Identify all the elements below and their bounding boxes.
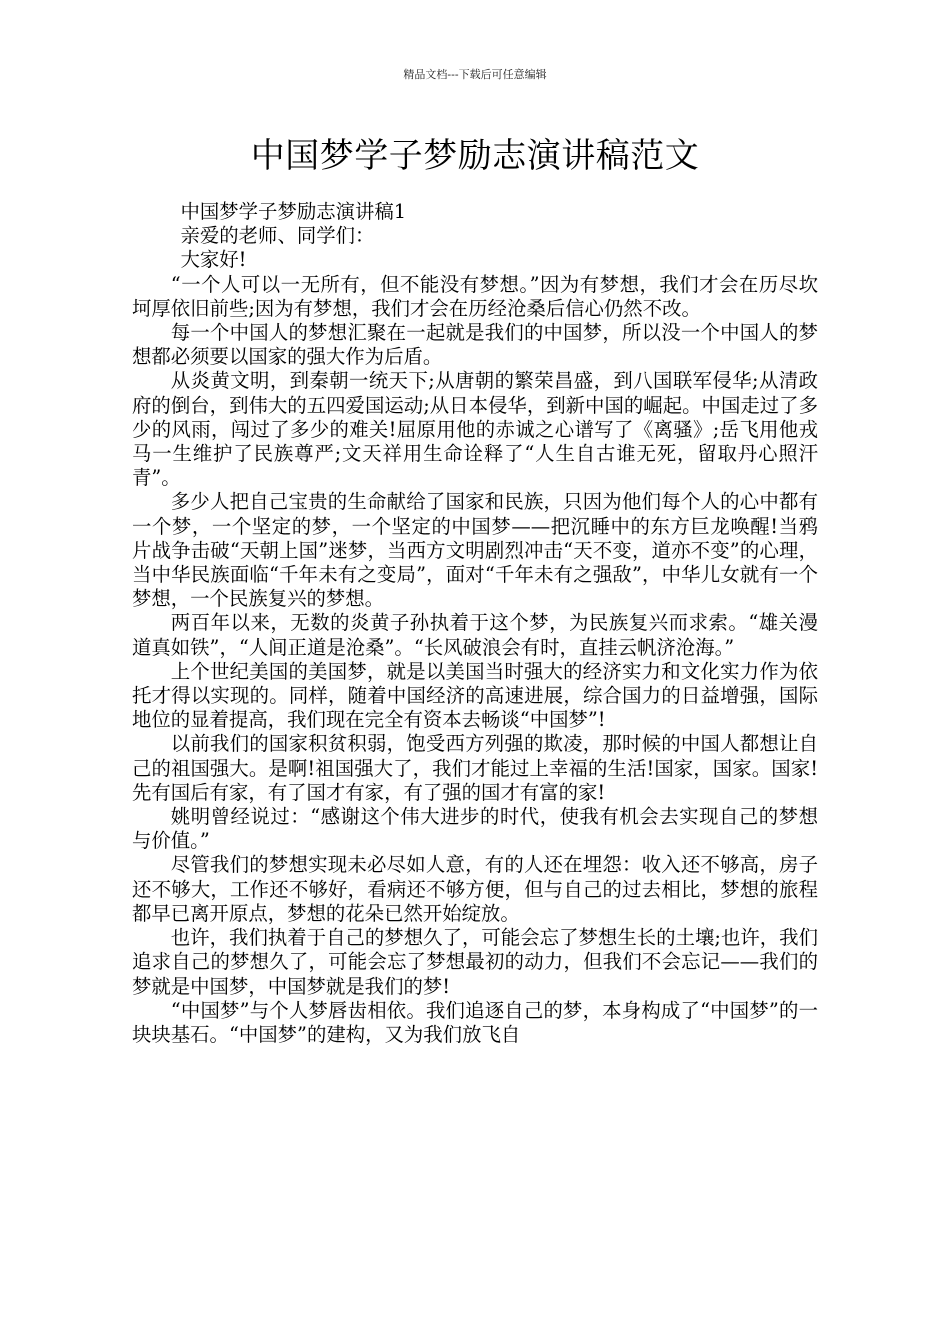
body-paragraph: 多少人把自己宝贵的生命献给了国家和民族，只因为他们每个人的心中都有一个梦，一个坚定的梦，一个坚定的中国梦——把沉睡中的东方巨龙唤醒!当鸦片战争击破“天朝上国”迷梦，当西方文明剧烈冲击“天不变，道亦不变”的心理，当中华民族面临“千年未有之变局”，面对“千年未有之强敌”，中华儿女就有一个梦想，一个民族复兴的梦想。 [132, 490, 818, 611]
body-paragraph: “中国梦”与个人梦唇齿相依。我们追逐自己的梦，本身构成了“中国梦”的一块块基石。“中国梦”的建构，又为我们放飞自 [132, 998, 818, 1046]
body-paragraph: 以前我们的国家积贫积弱，饱受西方列强的欺凌，那时候的中国人都想让自己的祖国强大。是啊!祖国强大了，我们才能过上幸福的生活!国家，国家。国家!先有国后有家，有了国才有家，有了强的国才有富的家! [132, 732, 818, 804]
greeting-paragraph: 大家好! [180, 248, 247, 272]
body-paragraph: 每一个中国人的梦想汇聚在一起就是我们的中国梦，所以没一个中国人的梦想都必须要以国家的强大作为后盾。 [132, 321, 818, 369]
body-paragraph: 姚明曾经说过：“感谢这个伟大进步的时代，使我有机会去实现自己的梦想与价值。” [132, 805, 818, 853]
body-paragraph: 两百年以来，无数的炎黄子孙执着于这个梦，为民族复兴而求索。“雄关漫道真如铁”，“人间正道是沧桑”。“长风破浪会有时，直挂云帆济沧海。” [132, 611, 818, 659]
document-body [132, 200, 818, 1047]
body-paragraph: 尽管我们的梦想实现未必尽如人意，有的人还在埋怨：收入还不够高，房子还不够大，工作还不够好，看病还不够方便，但与自己的过去相比，梦想的旅程都早已离开原点，梦想的花朵已然开始绽放。 [132, 853, 818, 925]
body-paragraph: 上个世纪美国的美国梦，就是以美国当时强大的经济实力和文化实力作为依托才得以实现的。同样，随着中国经济的高速进展，综合国力的日益增强，国际地位的显着提高，我们现在完全有资本去畅谈“中国梦”! [132, 659, 818, 732]
page-header-note: 精品文档---下载后可任意编辑 [403, 68, 547, 81]
body-paragraph: “一个人可以一无所有，但不能没有梦想。”因为有梦想，我们才会在历尽坎坷厚依旧前些;因为有梦想，我们才会在历经沧桑后信心仍然不改。 [132, 272, 818, 320]
salutation-paragraph: 亲爱的老师、同学们： [180, 224, 375, 248]
subtitle-paragraph: 中国梦学子梦励志演讲稿1 [180, 200, 407, 223]
body-paragraph: 从炎黄文明，到秦朝一统天下;从唐朝的繁荣昌盛，到八国联军侵华;从清政府的倒台，到伟大的五四爱国运动;从日本侵华，到新中国的崛起。中国走过了多少的风雨，闯过了多少的难关!屈原用他的赤诚之心谱写了《离骚》;岳飞用他戎马一生维护了民族尊严;文天祥用生命诠释了“人生自古谁无死，留取丹心照汗青”。 [132, 369, 818, 490]
body-paragraph: 也许，我们执着于自己的梦想久了，可能会忘了梦想生长的土壤;也许，我们追求自己的梦想久了，可能会忘了梦想最初的动力，但我们不会忘记——我们的梦就是中国梦，中国梦就是我们的梦! [132, 926, 818, 998]
document-title: 中国梦学子梦励志演讲稿范文 [250, 136, 700, 176]
